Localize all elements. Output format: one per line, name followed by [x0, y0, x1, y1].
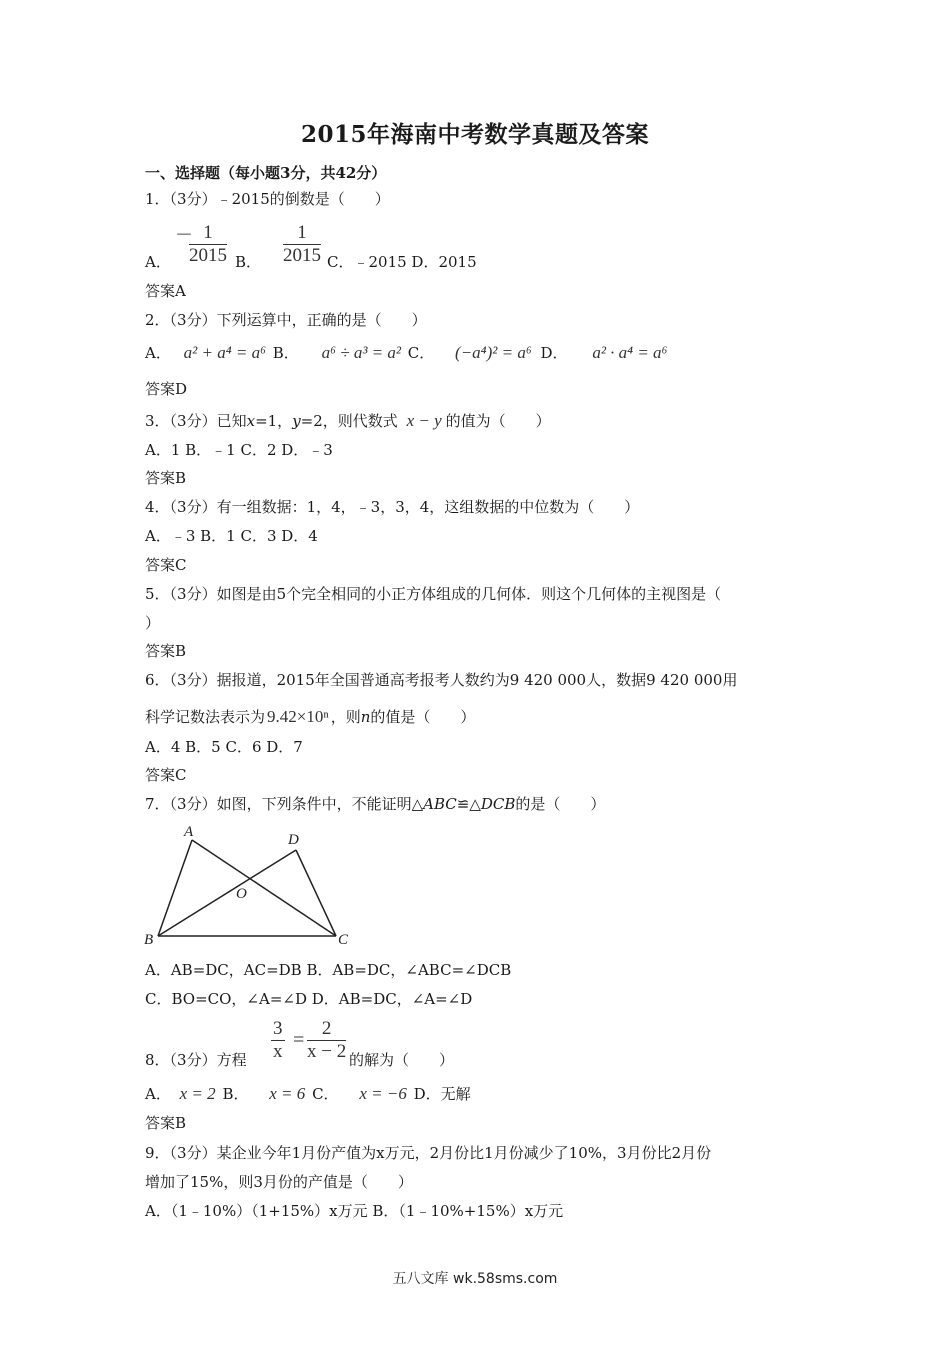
expr-b: a⁶ ÷ a³ = a² [321, 343, 401, 362]
option-d-label: D． [540, 344, 568, 362]
option-a-label: A． [145, 253, 171, 271]
expr-x-minus-y: x − y [406, 411, 442, 430]
question-1-stem: 1．（3分）﹣2015的倒数是（ ） [145, 190, 390, 208]
question-4-answer: 答案C [145, 556, 187, 574]
question-6-answer: 答案C [145, 766, 187, 784]
question-2-options [145, 343, 667, 363]
fraction-2-over-x-minus-2: $\frac{2}{x - 2}$ [307, 1018, 347, 1062]
question-3-options: A．1 B．﹣1 C．2 D．﹣3 [145, 441, 333, 459]
question-7-options-cd: C．BO=CO，∠A=∠D D．AB=DC，∠A=∠D [145, 990, 473, 1008]
option-a-label: A． [145, 344, 171, 362]
fraction-a: $\frac{1}{2015}$ [189, 222, 227, 266]
page-title: 2015年海南中考数学真题及答案 [300, 121, 649, 148]
option-c-label: C． [407, 344, 435, 362]
fraction-3-over-x: $\frac{3}{x}$ [273, 1018, 283, 1062]
fraction-b: $\frac{1}{2015}$ [283, 222, 321, 266]
label-d: D [288, 832, 299, 848]
section-heading: 一、选择题（每小题3分，共42分） [145, 164, 387, 182]
document-page: 2015年海南中考数学真题及答案 一、选择题（每小题3分，共42分） 1．（3分）﹣2015的倒数是（ ） A． － $\frac{1}{2015}$ B． $\frac{1}{2015}$ C．﹣2015 D．2015 答案A 2．（3分）下列运算中，正确的是（ ） A． a² + a⁴ = a⁶ B． a⁶ ÷ a³ = a² C． (−a⁴)² = a⁶ D． a² · a⁴ = a⁶ 答案D 3．（3分）已知x=1，y=2，则代数式 x − y 的值为（ ） A．1 B．﹣1 C．2 D．﹣3 答案B 4．（3分）有一组数据：1，4，﹣3，3，4，这组数据的中位数为（ ） A．﹣3 B．1 C．3 D．4 答案C 5．（3分）如图是由5个完全相同的小正方体组成的几何体．则这个几何体的主视图是（ ） 答案B 6．（3分）据报道，2015年全国普通高考报考人数约为9 420 000人，数据9 420 000用 科学记数法表示为 9.42×10ⁿ ，则n的值是（ ） A．4 B．5 C．6 D．7 答案C 7．（3分）如图，下列条件中，不能证明△ABC≌△DCB的是（ ） A D O B C A．AB=DC，AC=DB B．AB=DC，∠ABC=∠DCB C．BO=CO，∠A=∠D D．AB=DC，∠A=∠D 8．（3分）方程 $\frac{3}{x}$ = $\frac{2}{x - 2}$ 的解为（ ） A． x = 2 B． x = 6 C． x = −6 D．无解 答案B 9．（3分）某企业今年1月份产值为x万元，2月份比1月份减少了10%，3月份比2月份 增加了15%，则3月份的产值是（ ） A．（1﹣10%）（1+15%）x万元 B．（1﹣10%+15%）x万元 五八文库 wk.58sms.com [0, 0, 950, 1346]
footer-watermark: 五八文库 wk.58sms.com [392, 1271, 558, 1287]
triangle-figure [140, 822, 360, 952]
question-5-stem: 5．（3分）如图是由5个完全相同的小正方体组成的几何体．则这个几何体的主视图是（ [145, 585, 722, 603]
question-7-options-ab: A．AB=DC，AC=DB B．AB=DC，∠ABC=∠DCB [145, 961, 512, 979]
expr-c: (−a⁴)² = a⁶ [455, 343, 532, 362]
expr-d: a² · a⁴ = a⁶ [592, 343, 668, 362]
question-9-stem: 9．（3分）某企业今年1月份产值为x万元，2月份比1月份减少了10%，3月份比2月份 [145, 1144, 712, 1162]
question-1-answer: 答案A [145, 282, 186, 300]
question-3-stem: 3．（3分）已知x=1，y=2，则代数式 x − y 的值为（ ） [145, 411, 551, 430]
expr-x-2: x = 2 [179, 1084, 216, 1103]
question-8-options: A． x = 2 B． x = 6 C． x = −6 D．无解 [145, 1084, 471, 1103]
question-6-stem: 6．（3分）据报道，2015年全国普通高考报考人数约为9 420 000人，数据9 420 000用 [145, 671, 738, 689]
question-7-stem: 7．（3分）如图，下列条件中，不能证明△ABC≌△DCB的是（ ） [145, 795, 606, 813]
question-4-options: A．﹣3 B．1 C．3 D．4 [145, 527, 318, 545]
option-b-label: B． [272, 344, 299, 362]
question-3-answer: 答案B [145, 469, 187, 487]
question-9-stem-cont: 增加了15%，则3月份的产值是（ ） [145, 1173, 413, 1191]
question-5-stem-cont: ） [145, 614, 161, 632]
expr-a: a² + a⁴ = a⁶ [183, 343, 266, 362]
label-b: B [144, 932, 154, 948]
options-c-d: C．﹣2015 D．2015 [327, 253, 477, 271]
expr-x-6: x = 6 [269, 1084, 306, 1103]
question-6-options: A．4 B．5 C．6 D．7 [145, 738, 303, 756]
minus-sign: － [175, 225, 193, 246]
expr-scientific: 9.42×10ⁿ [267, 707, 329, 726]
option-b-label: B． [235, 253, 262, 271]
question-2-answer: 答案D [145, 380, 188, 398]
question-8-answer: 答案B [145, 1114, 187, 1132]
question-6-stem-cont: 科学记数法表示为 9.42×10ⁿ ，则n的值是（ ） [145, 707, 476, 726]
label-c: C [338, 932, 349, 948]
label-o: O [236, 886, 247, 902]
question-9-options: A．（1﹣10%）（1+15%）x万元 B．（1﹣10%+15%）x万元 [145, 1202, 564, 1220]
question-2-stem: 2．（3分）下列运算中，正确的是（ ） [145, 311, 427, 329]
expr-x-neg6: x = −6 [359, 1084, 407, 1103]
question-4-stem: 4．（3分）有一组数据：1，4，﹣3，3，4，这组数据的中位数为（ ） [145, 498, 640, 516]
question-5-answer: 答案B [145, 642, 187, 660]
label-a: A [184, 824, 194, 840]
